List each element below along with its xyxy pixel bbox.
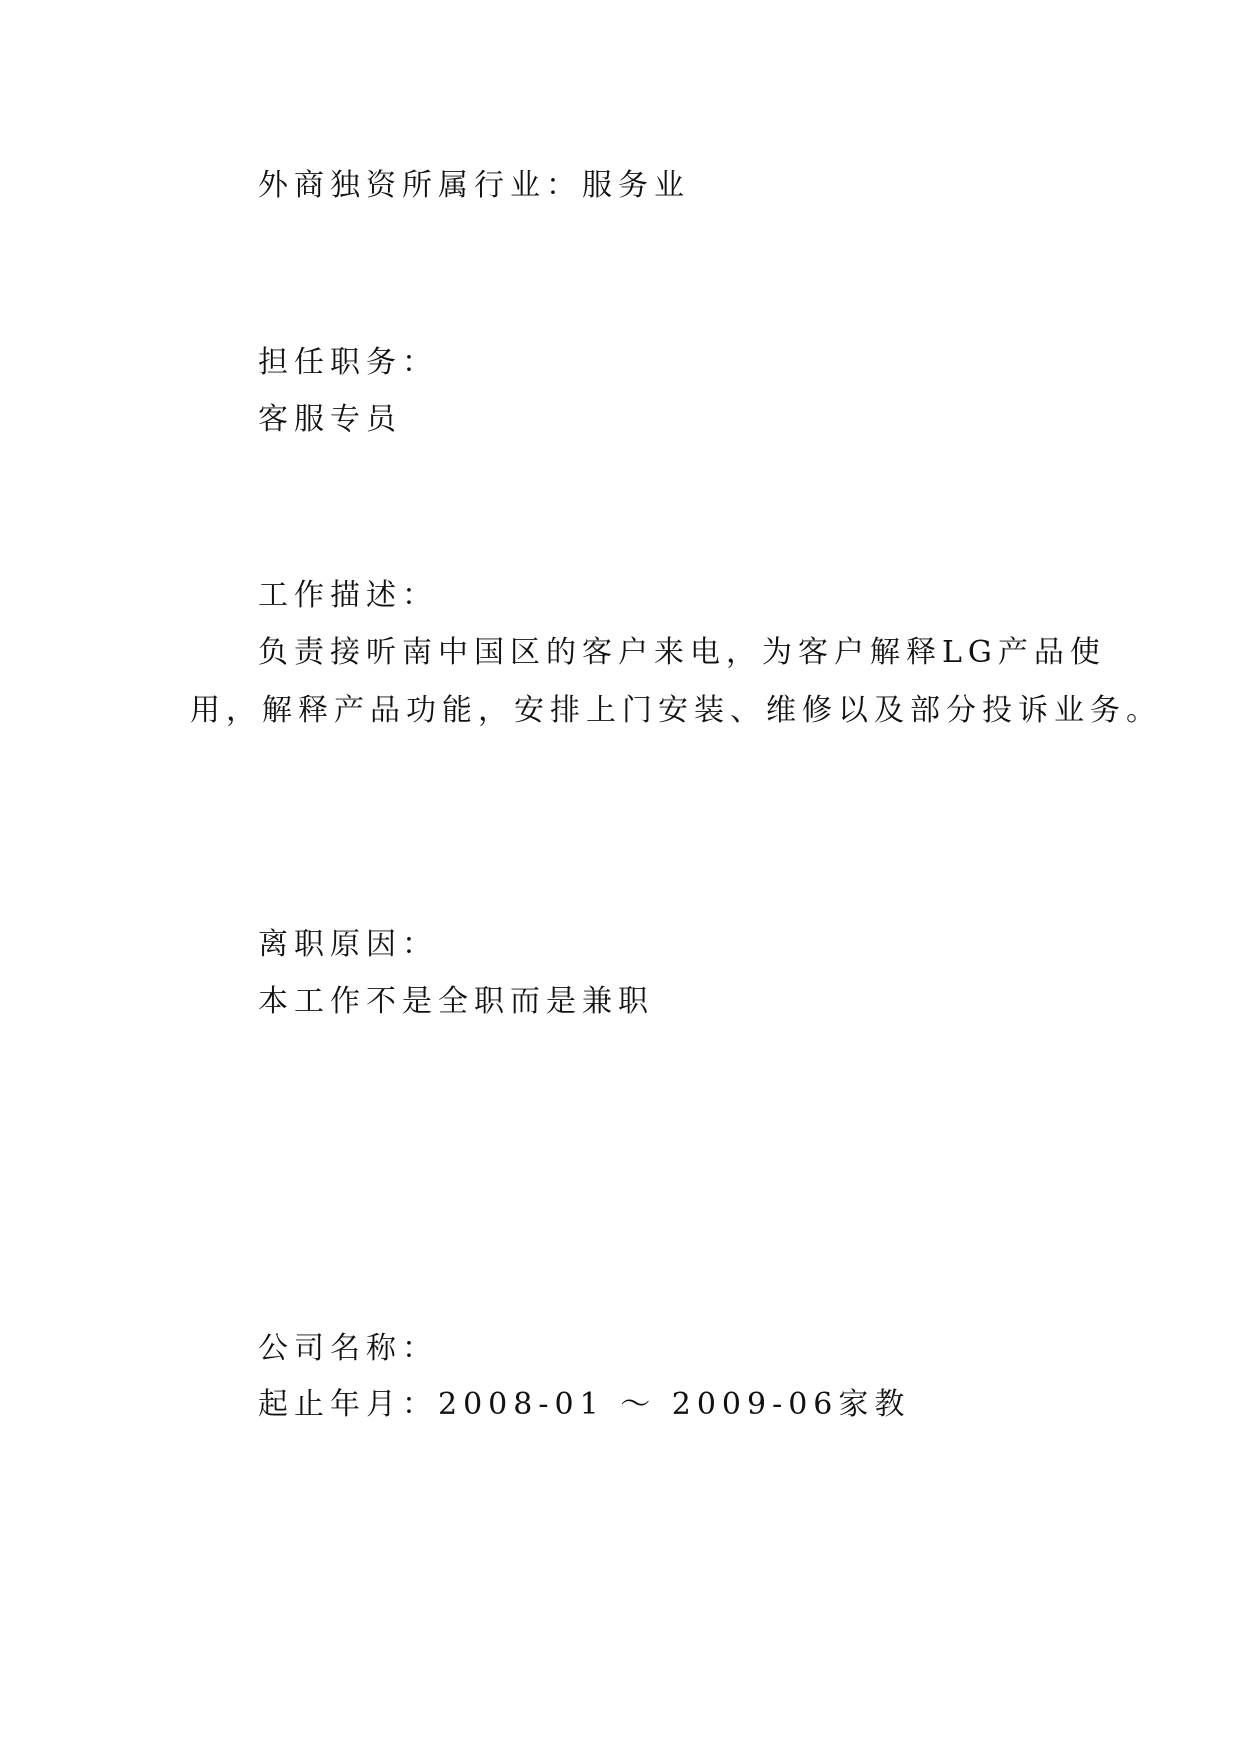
position-label: 担任职务： — [258, 345, 438, 380]
industry-line: 外商独资所属行业：服务业 — [258, 168, 690, 203]
position-value: 客服专员 — [258, 402, 402, 437]
leaving-reason-value: 本工作不是全职而是兼职 — [258, 984, 654, 1019]
employment-period: 起止年月：2008-01 ～ 2009-06家教 — [258, 1387, 911, 1422]
job-description-line-1: 负责接听南中国区的客户来电，为客户解释LG产品使 — [258, 635, 1106, 670]
company-name-label: 公司名称： — [258, 1331, 438, 1366]
leaving-reason-label: 离职原因： — [258, 927, 438, 962]
job-description-label: 工作描述： — [258, 578, 438, 613]
job-description-line-2: 用，解释产品功能，安排上门安装、维修以及部分投诉业务。 — [190, 693, 1162, 728]
